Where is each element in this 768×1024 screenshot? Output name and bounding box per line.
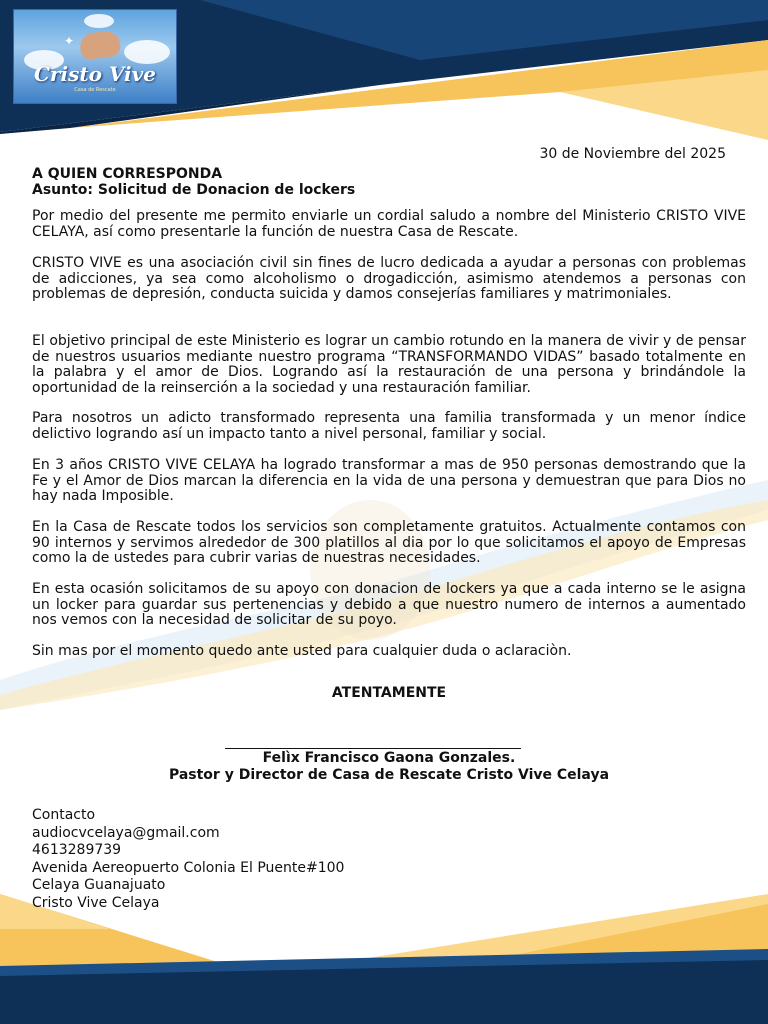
contact-heading: Contacto xyxy=(32,807,96,823)
signer-name: Felìx Francisco Gaona Gonzales. xyxy=(262,750,516,766)
paragraph-about: CRISTO VIVE es una asociación civil sin fines de lucro dedicada a ayudar a personas con problemas de adicciones, ya sea como alcoholismo o drogadicción, asimismo atendemos a personas con problemas de depresión, conducta suicida y damos consejerías familiares y matrimoniales. xyxy=(32,255,746,302)
signature-line xyxy=(225,748,521,749)
letter-date: 30 de Noviembre del 2025 xyxy=(539,146,726,162)
cristo-vive-logo xyxy=(13,9,177,104)
contact-city: Celaya Guanajuato xyxy=(32,877,166,893)
dove-icon: ✦ xyxy=(64,34,75,48)
contact-org: Cristo Vive Celaya xyxy=(32,894,160,911)
logo-subtitle: Casa de Rescate xyxy=(74,87,116,93)
contact-block xyxy=(32,807,746,912)
footer-decoration xyxy=(0,894,768,1024)
paragraph-achievements: En 3 años CRISTO VIVE CELAYA ha logrado transformar a mas de 950 personas demostrando que la Fe y el Amor de Dios marcan la diferencia en la vida de una persona y demuestran que para Dios no hay nada Imposible. xyxy=(32,457,746,504)
paragraph-services: En la Casa de Rescate todos los servicios son completamente gratuitos. Actualmente contamos con 90 internos y servimos alrededor de 300 platillos al dia por lo que solicitamos el apoyo de Empresas como la de ustedes para cubrir varias de nuestras necesidades. xyxy=(32,519,746,566)
greeting: A QUIEN CORRESPONDA xyxy=(32,166,223,182)
paragraph-impact: Para nosotros un adicto transformado representa una familia transformada y un menor índice delictivo logrando así un impacto tanto a nivel personal, familiar y social. xyxy=(32,410,746,442)
paragraph-intro: Por medio del presente me permito enviarle un cordial saludo a nombre del Ministerio CRISTO VIVE CELAYA, así como presentarle la función de nuestra Casa de Rescate. xyxy=(32,208,746,240)
contact-email: audiocvcelaya@gmail.com xyxy=(32,824,220,841)
closing: ATENTAMENTE xyxy=(331,685,447,701)
subject-line: Asunto: Solicitud de Donacion de lockers xyxy=(32,182,356,198)
paragraph-farewell: Sin mas por el momento quedo ante usted para cualquier duda o aclaraciòn. xyxy=(32,643,572,659)
paragraph-objective: El objetivo principal de este Ministerio es lograr un cambio rotundo en la manera de vivir y de pensar de nuestros usuarios mediante nuestro programa “TRANSFORMANDO VIDAS” basado totalmente en la palabra y el amor de Dios. Logrando así la restauración de una persona y brindándole la oportunidad de la reinserción a la sociedad y una restauración familiar. xyxy=(32,333,746,396)
contact-phone: 4613289739 xyxy=(32,842,122,858)
logo-title: Cristo Vive xyxy=(34,62,156,86)
paragraph-request: En esta ocasión solicitamos de su apoyo con donacion de lockers ya que a cada interno se le asigna un locker para guardar sus pertenencias y debido a que nuestro numero de internos a aumentado nos vemos con la necesidad de solicitar de su poyo. xyxy=(32,581,746,628)
signer-title: Pastor y Director de Casa de Rescate Cristo Vive Celaya xyxy=(168,767,610,783)
handshake-icon xyxy=(78,29,121,60)
contact-address: Avenida Aereopuerto Colonia El Puente#100 xyxy=(32,859,345,876)
